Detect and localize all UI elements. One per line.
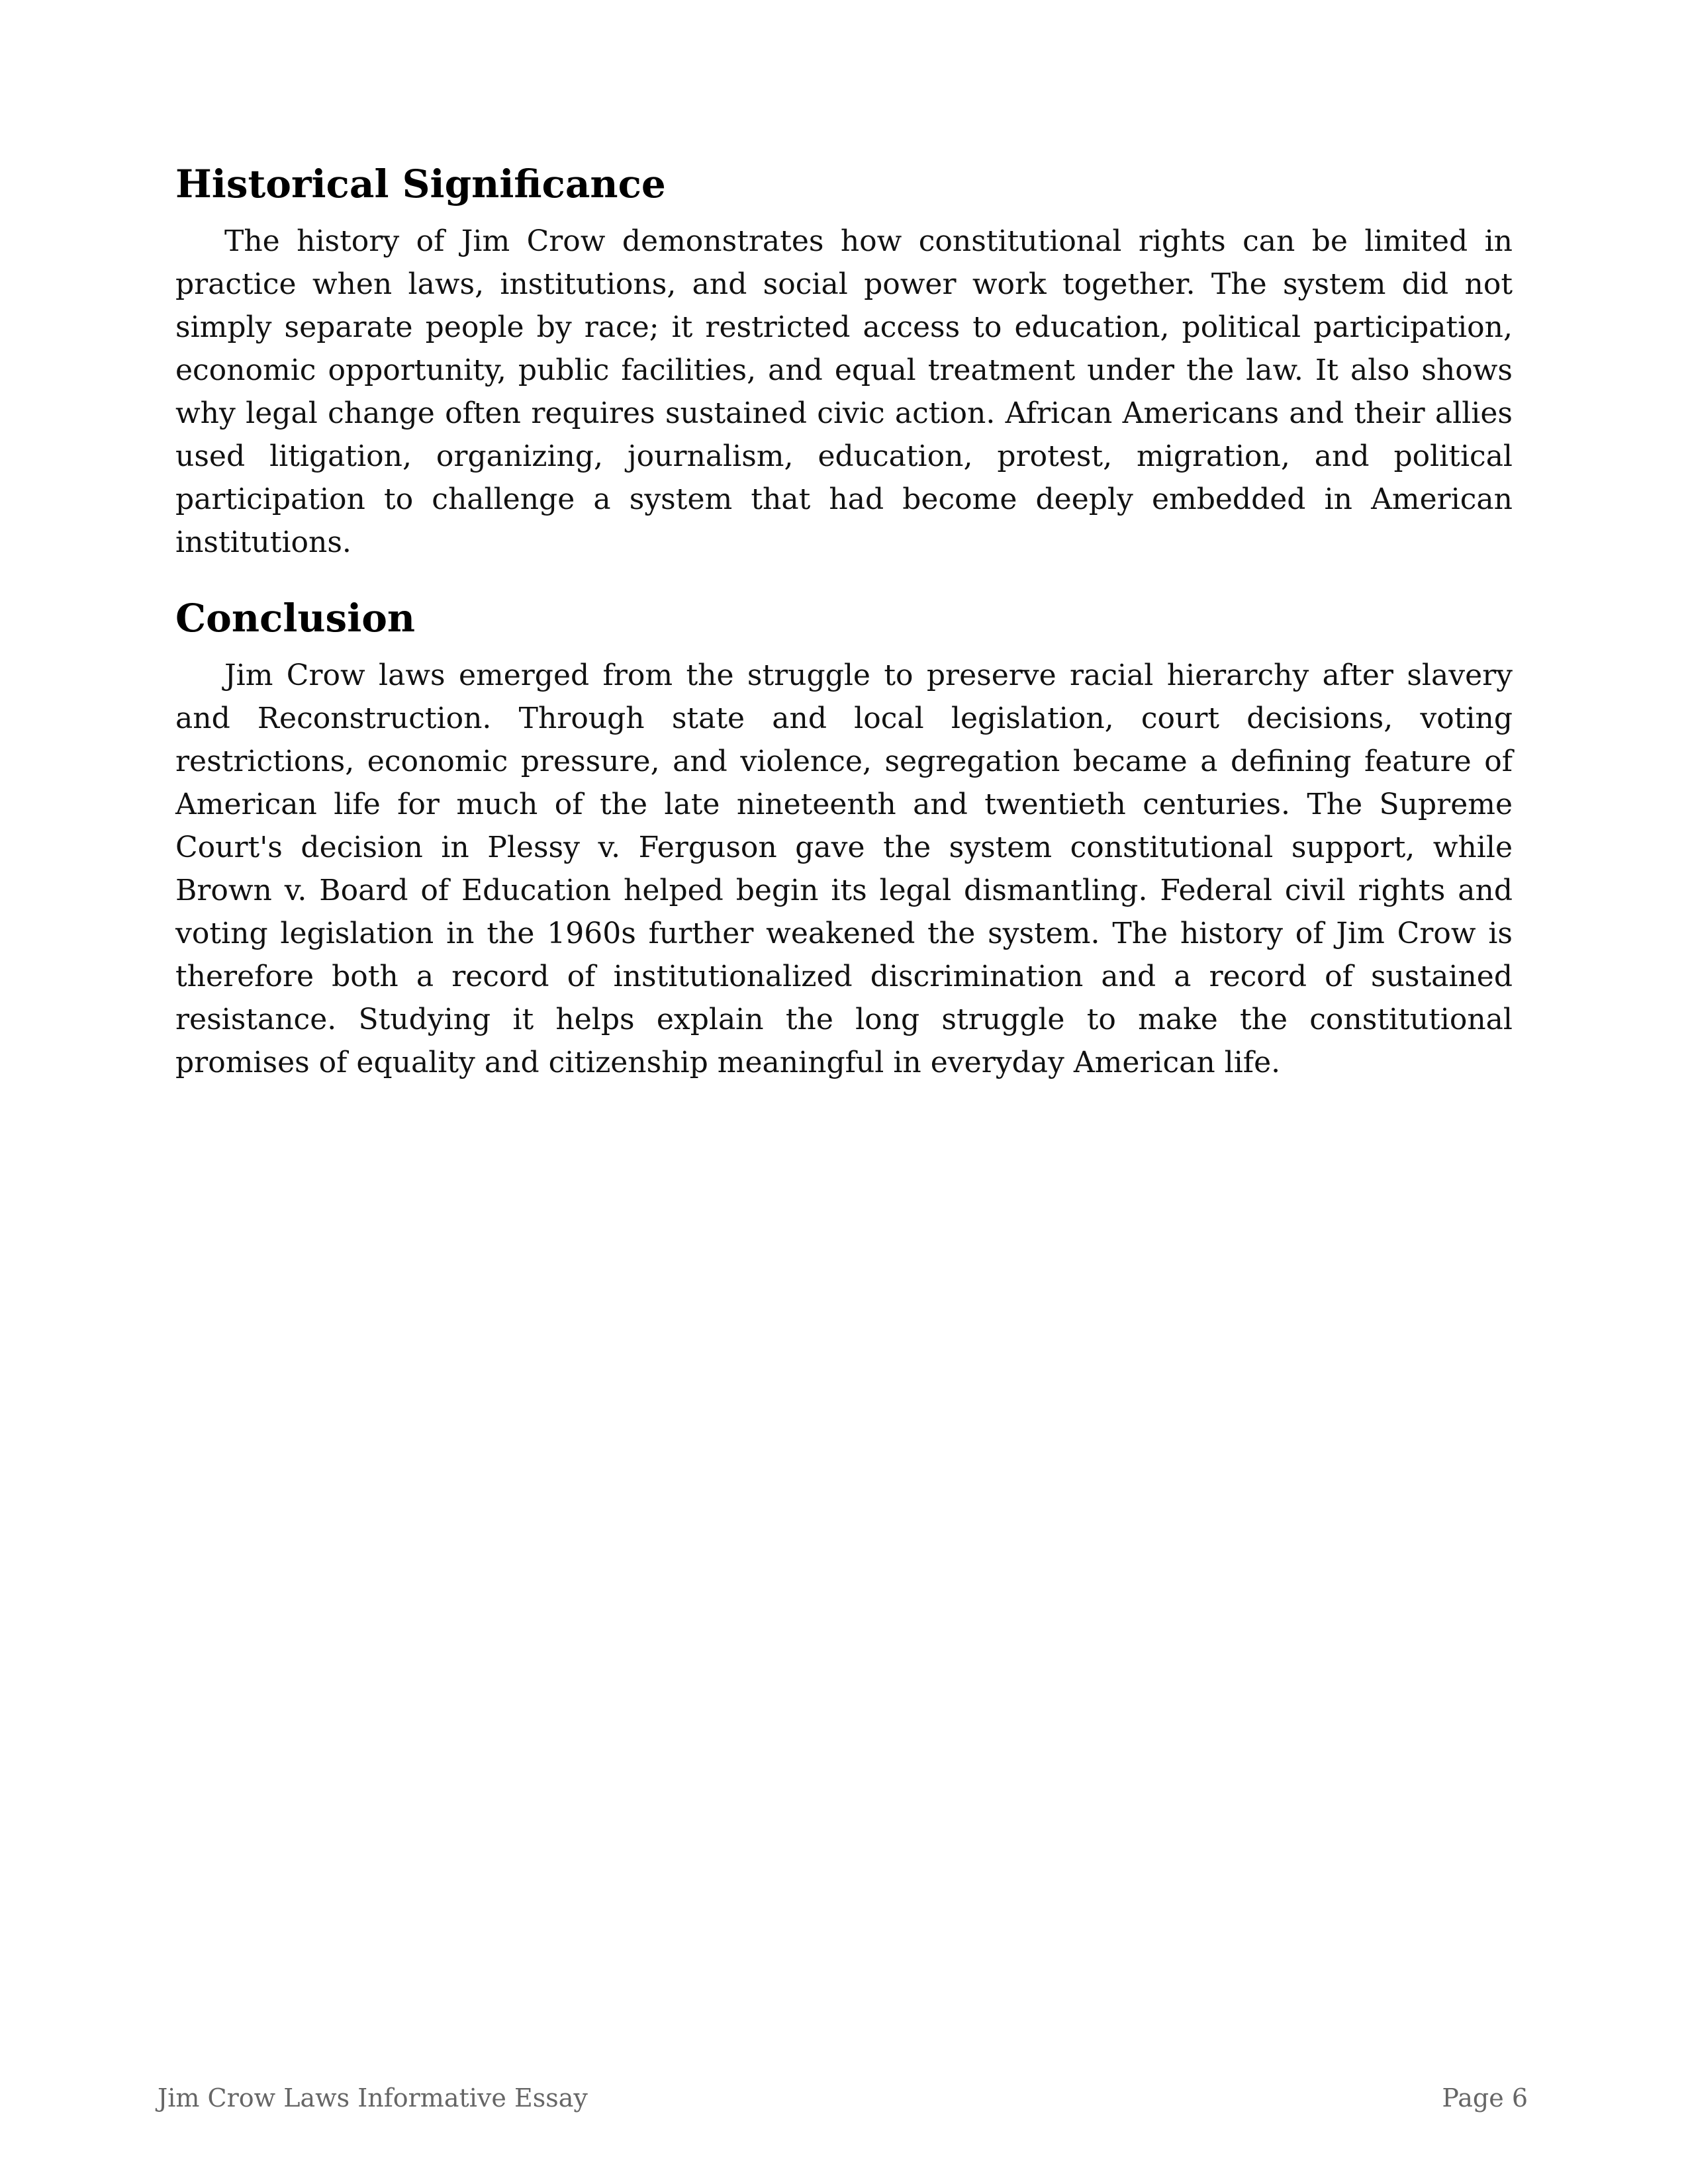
section-paragraph: Jim Crow laws emerged from the struggle to preserve racial hierarchy after slavery and Reconstruction. Through state and local legislation, court decisions, voting restrictions, economic pressure, and violence, segregation became a defining feature of American life for much of the late nineteenth and twentieth centuries. The Supreme Court's decision in Plessy v. Ferguson gave the system constitutional support, while Brown v. Board of Education helped begin its legal dismantling. Federal civil rights and voting legislation in the 1960s further weakened the system. The history of Jim Crow is therefore both a record of institutionalized discrimination and a record of sustained resistance. Studying it helps explain the long struggle to make the constitutional promises of equality and citizenship meaningful in everyday American life. <box>175 659 1513 1079</box>
section-heading: Conclusion <box>175 596 416 641</box>
footer-document-title: Jim Crow Laws Informative Essay <box>158 2083 588 2113</box>
section-historical-significance <box>175 158 1513 564</box>
document-body <box>175 158 1513 1084</box>
section-conclusion <box>175 592 1513 1084</box>
section-paragraph: The history of Jim Crow demonstrates how constitutional rights can be limited in practice when laws, institutions, and social power work together. The system did not simply separate people by race; it restricted access to education, political participation, economic opportunity, public facilities, and equal treatment under the law. It also shows why legal change often requires sustained civic action. African Americans and their allies used litigation, organizing, journalism, education, protest, migration, and political participation to challenge a system that had become deeply embedded in American institutions. <box>175 224 1513 559</box>
footer-page-number: Page 6 <box>1442 2083 1528 2113</box>
section-heading: Historical Significance <box>175 161 666 206</box>
